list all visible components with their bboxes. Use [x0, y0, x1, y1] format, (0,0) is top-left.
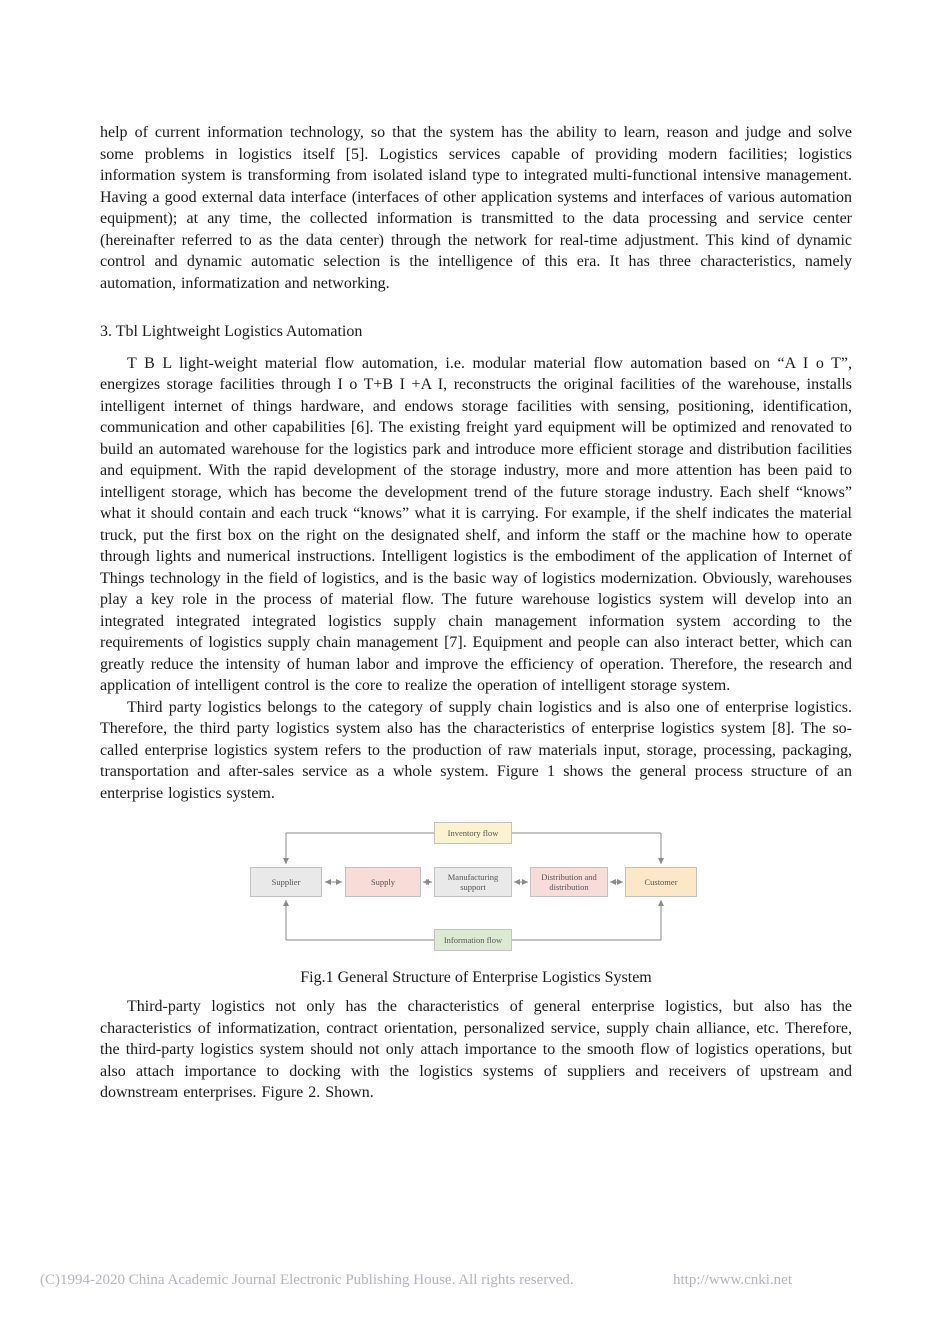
- node-inventory-flow: Inventory flow: [434, 822, 512, 844]
- node-supplier: Supplier: [250, 867, 322, 897]
- node-customer: Customer: [625, 867, 697, 897]
- page-footer: [40, 1272, 792, 1289]
- node-information-flow: Information flow: [434, 929, 512, 951]
- paragraph-intro-continuation: help of current information technology, so that the system has the ability to learn, reason and judge and solve some problems in logistics itself [5]. Logistics services capable of providing modern facilities; logistics information system is transforming from isolated island type to integrated multi-functional intensive management. Having a good external data interface (interfaces of other application systems and interfaces of various automation equipment); at any time, the collected information is transmitted to the data processing and service center (hereinafter referred to as the data center) through the network for real-time adjustment. This kind of dynamic control and dynamic automatic selection is the intelligence of this era. It has three characteristics, namely automation, informatization and networking.: [100, 124, 852, 292]
- node-manufacturing-support: Manufacturing support: [434, 867, 512, 897]
- article-body: [100, 0, 852, 1104]
- figure-1: [100, 820, 852, 987]
- paragraph-third-party-characteristics: Third-party logistics not only has the characteristics of general enterprise logistics, but also has the characteristics of informatization, contract orientation, personalized service, supply chain alliance, etc. Therefore, the third-party logistics system should not only attach importance to the smooth flow of logistics operations, but also attach importance to docking with the logistics systems of suppliers and receivers of upstream and downstream enterprises. Figure 2. Shown.: [100, 998, 852, 1101]
- paragraph-tbl-automation: T B L light-weight material flow automation, i.e. modular material flow automation based on “A I o T”, energizes storage facilities through I o T+B I +A I, reconstructs the original facilities of the warehouse, installs intelligent internet of things hardware, and endows storage facilities with sensing, positioning, identification, communication and other capabilities [6]. The existing freight yard equipment will be optimized and renovated to build an automated warehouse for the logistics park and introduce more efficient storage and distribution facilities and equipment. With the rapid development of the storage industry, more and more attention has been paid to intelligent storage, which has become the development trend of the future storage industry. Each shelf “knows” what it should contain and each truck “knows” what it is carrying. For example, if the shelf indicates the material truck, put the first box on the right on the designated shelf, and inform the staff or the machine how to operate through lights and numerical instructions. Intelligent logistics is the embodiment of the application of Internet of Things technology in the field of logistics, and is the basic way of logistics modernization. Obviously, warehouses play a key role in the process of material flow. The future warehouse logistics system will develop into an integrated integrated integrated logistics supply chain management information system according to the requirements of logistics supply chain management [7]. Equipment and people can also interact better, which can greatly reduce the intensity of human labor and improve the efficiency of operation. Therefore, the research and application of intelligent control is the core to realize the operation of intelligent storage system.: [100, 354, 852, 694]
- figure-caption: Fig.1 General Structure of Enterprise Logistics System: [300, 969, 652, 986]
- node-supply: Supply: [345, 867, 421, 897]
- footer-url: http://www.cnki.net: [672, 1272, 792, 1288]
- node-distribution: Distribution and distribution: [530, 867, 608, 897]
- section-heading-3: 3. Tbl Lightweight Logistics Automation: [100, 323, 363, 340]
- paragraph-third-party-logistics: Third party logistics belongs to the category of supply chain logistics and is also one of enterprise logistics. Therefore, the third party logistics system also has the characteristics of enterprise logistics system [8]. The so-called enterprise logistics system refers to the production of raw materials input, storage, processing, packaging, transportation and after-sales service as a whole system. Figure 1 shows the general process structure of an enterprise logistics system.: [100, 698, 852, 802]
- enterprise-logistics-diagram: [246, 820, 706, 955]
- copyright-text: (C)1994-2020 China Academic Journal Electronic Publishing House. All rights reserved.: [40, 1272, 574, 1288]
